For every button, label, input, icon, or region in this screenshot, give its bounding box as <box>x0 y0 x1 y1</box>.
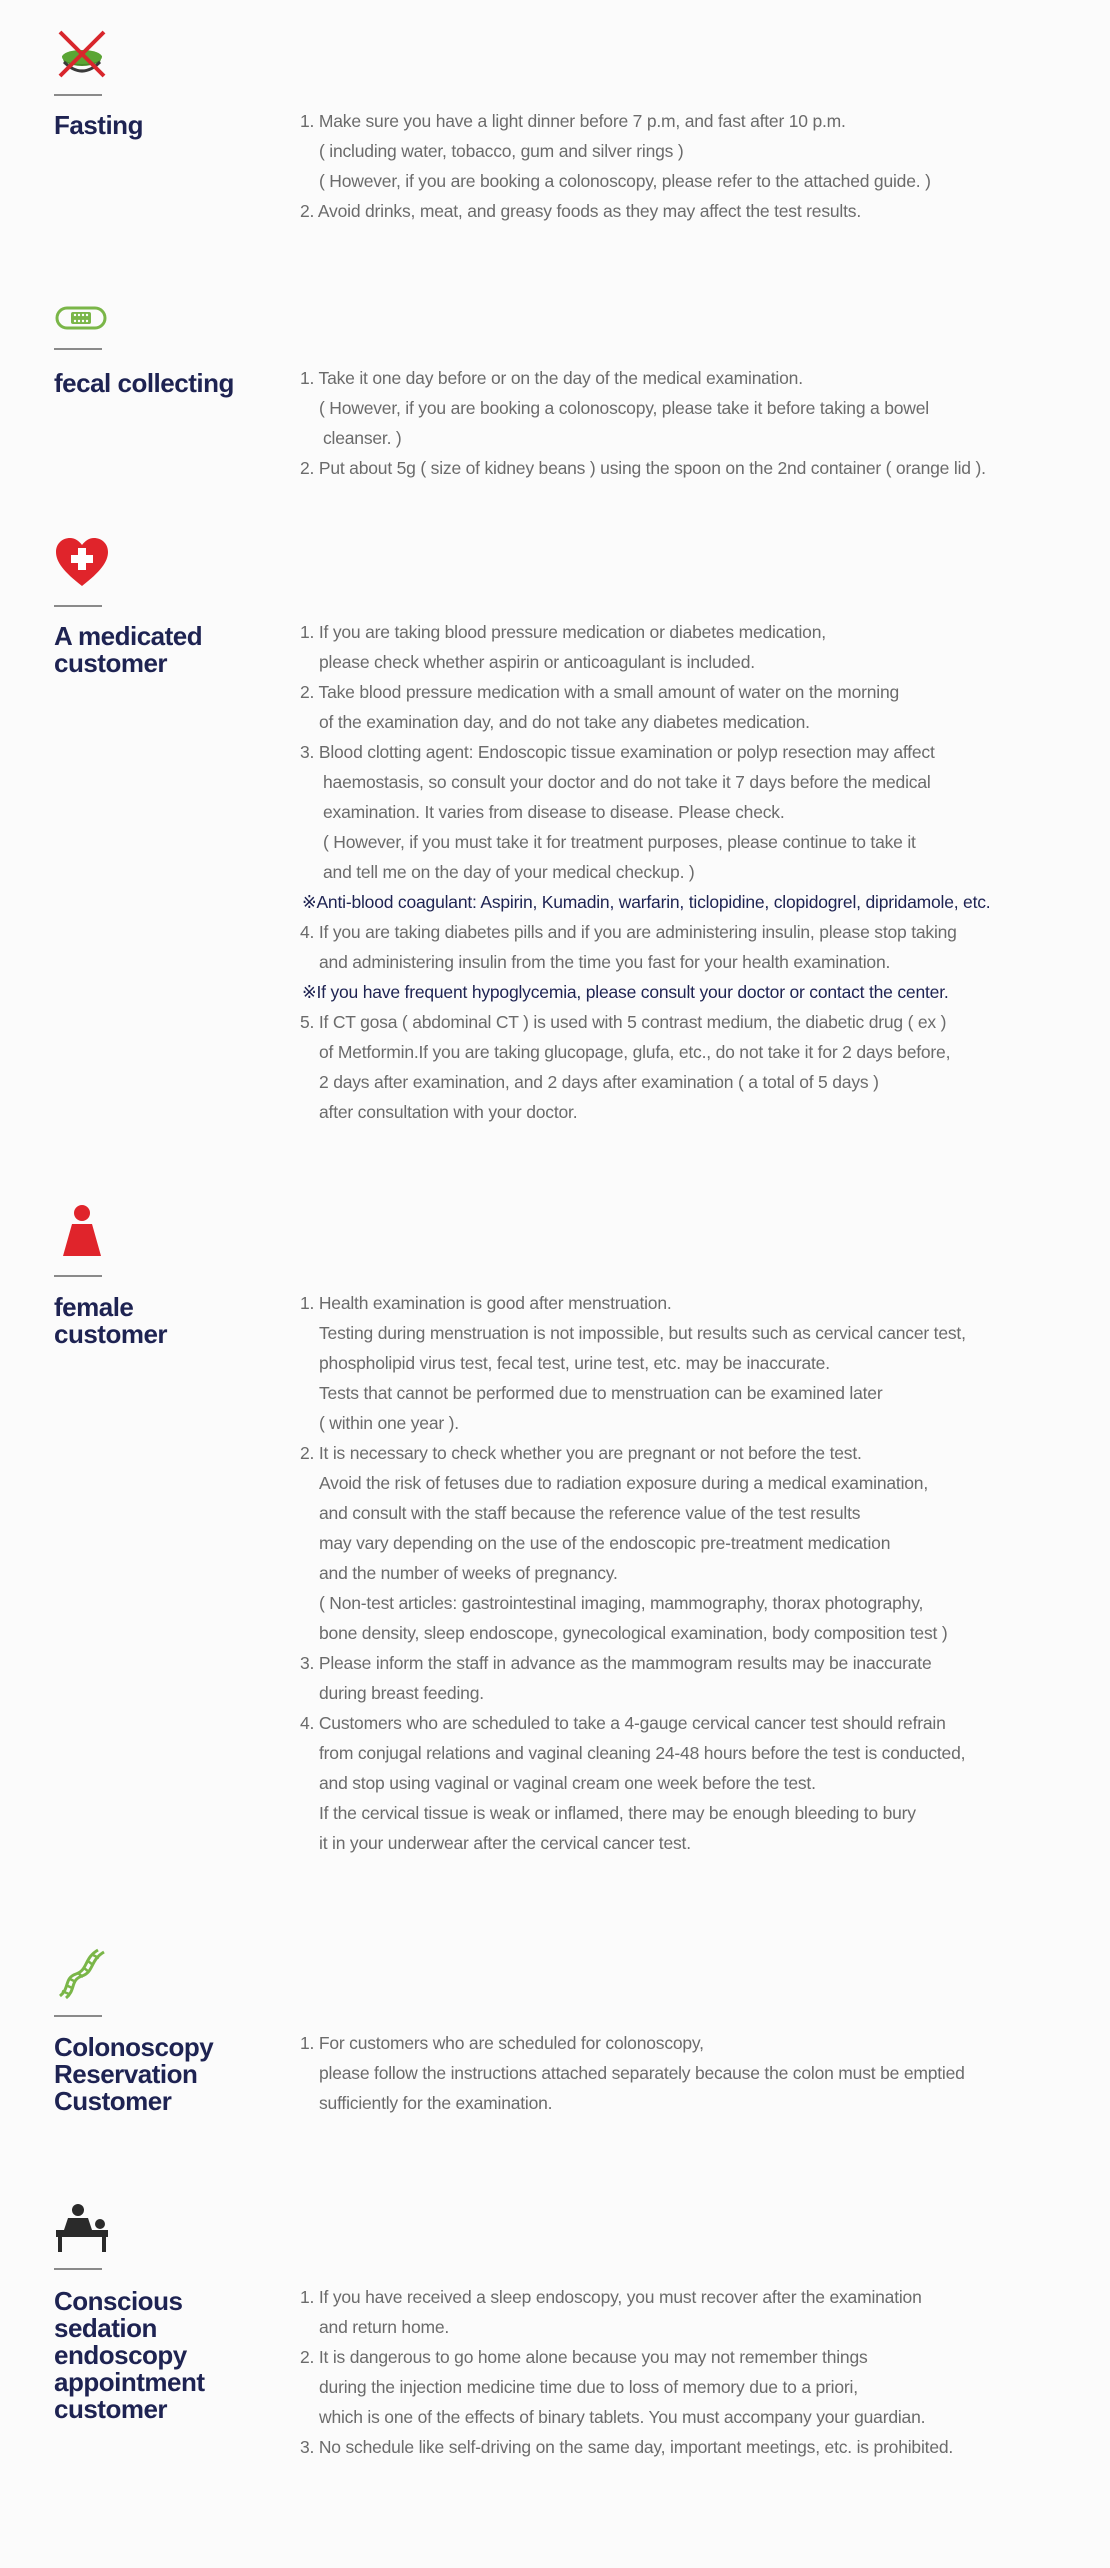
no-food-icon <box>54 26 110 82</box>
instruction-line: 1. For customers who are scheduled for colonoscopy, <box>300 2033 704 2053</box>
instruction-line: during breast feeding. <box>319 1683 484 1703</box>
instruction-line: haemostasis, so consult your doctor and do not take it 7 days before the medical <box>323 772 931 792</box>
instruction-line: ( Non-test articles: gastrointestinal imaging, mammography, thorax photography, <box>319 1593 924 1613</box>
section-rule <box>54 2015 102 2017</box>
instruction-line: 5. If CT gosa ( abdominal CT ) is used with 5 contrast medium, the diabetic drug ( ex ) <box>300 1012 947 1032</box>
instruction-line: 1. Health examination is good after menstruation. <box>300 1293 672 1313</box>
instruction-line: may vary depending on the use of the endoscopic pre-treatment medication <box>319 1533 891 1553</box>
instruction-line: and tell me on the day of your medical checkup. ) <box>323 862 695 882</box>
dna-icon <box>54 1944 110 2000</box>
female-icon <box>54 1204 110 1260</box>
instruction-line: ( including water, tobacco, gum and silver rings ) <box>319 141 684 161</box>
section-rule <box>54 348 102 350</box>
instruction-line: 2. It is necessary to check whether you are pregnant or not before the test. <box>300 1443 862 1463</box>
instruction-line: ( However, if you are booking a colonoscopy, please take it before taking a bowel <box>319 398 929 418</box>
instruction-list <box>300 106 1090 226</box>
instruction-line: and the number of weeks of pregnancy. <box>319 1563 618 1583</box>
instruction-line: please check whether aspirin or anticoagulant is included. <box>319 652 755 672</box>
section-heading: female customer <box>54 1292 168 1349</box>
section-heading: Colonoscopy Reservation Customer <box>54 2032 214 2116</box>
instruction-line: 3. No schedule like self-driving on the same day, important meetings, etc. is prohibited. <box>300 2437 954 2457</box>
instruction-list <box>300 1288 1090 1858</box>
medical-heart-icon <box>54 536 110 588</box>
instruction-line: 3. Please inform the staff in advance as the mammogram results may be inaccurate <box>300 1653 932 1673</box>
instruction-line: and consult with the staff because the reference value of the test results <box>319 1503 861 1523</box>
instruction-line: If the cervical tissue is weak or inflamed, there may be enough bleeding to bury <box>319 1803 916 1823</box>
instruction-line: ( However, if you are booking a colonoscopy, please refer to the attached guide. ) <box>319 171 931 191</box>
instruction-line: bone density, sleep endoscope, gynecological examination, body composition test ) <box>319 1623 948 1643</box>
instruction-line: 2. It is dangerous to go home alone because you may not remember things <box>300 2347 868 2367</box>
instruction-list <box>300 617 1090 1127</box>
instruction-line: Avoid the risk of fetuses due to radiation exposure during a medical examination, <box>319 1473 928 1493</box>
fecal-kit-icon <box>54 302 110 334</box>
instruction-line: during the injection medicine time due to loss of memory due to a priori, <box>319 2377 858 2397</box>
instruction-line: examination. It varies from disease to disease. Please check. <box>323 802 785 822</box>
instruction-line: of Metformin.If you are taking glucopage, glufa, etc., do not take it for 2 days before, <box>319 1042 951 1062</box>
instruction-line: 1. Take it one day before or on the day of the medical examination. <box>300 368 803 388</box>
instruction-line: which is one of the effects of binary tablets. You must accompany your guardian. <box>319 2407 926 2427</box>
instruction-line: 1. Make sure you have a light dinner before 7 p.m, and fast after 10 p.m. <box>300 111 846 131</box>
instruction-line: Testing during menstruation is not impossible, but results such as cervical cancer test, <box>319 1323 966 1343</box>
instruction-line: cleanser. ) <box>323 428 402 448</box>
instruction-note: ※If you have frequent hypoglycemia, please consult your doctor or contact the center. <box>302 982 949 1002</box>
section-rule <box>54 605 102 607</box>
instruction-list <box>300 2282 1090 2462</box>
section-heading: fecal collecting <box>54 368 234 398</box>
patient-bed-icon <box>54 2202 110 2254</box>
instruction-line: ( within one year ). <box>319 1413 459 1433</box>
section-rule <box>54 1275 102 1277</box>
instruction-line: 2. Put about 5g ( size of kidney beans ) using the spoon on the 2nd container ( orange lid ). <box>300 458 986 478</box>
section-heading: Fasting <box>54 110 143 140</box>
instruction-line: 4. If you are taking diabetes pills and if you are administering insulin, please stop taking <box>300 922 957 942</box>
instruction-line: of the examination day, and do not take any diabetes medication. <box>319 712 810 732</box>
instruction-line: it in your underwear after the cervical cancer test. <box>319 1833 691 1853</box>
instruction-line: and administering insulin from the time you fast for your health examination. <box>319 952 891 972</box>
instruction-line: 1. If you are taking blood pressure medication or diabetes medication, <box>300 622 826 642</box>
instruction-line: please follow the instructions attached separately because the colon must be emptied <box>319 2063 965 2083</box>
instruction-line: after consultation with your doctor. <box>319 1102 578 1122</box>
instruction-line: Tests that cannot be performed due to menstruation can be examined later <box>319 1383 883 1403</box>
instruction-line: ( However, if you must take it for treatment purposes, please continue to take it <box>323 832 916 852</box>
instruction-list <box>300 2028 1090 2118</box>
instruction-line: 2 days after examination, and 2 days after examination ( a total of 5 days ) <box>319 1072 879 1092</box>
section-heading: Conscious sedation endoscopy appointment customer <box>54 2286 205 2424</box>
section-rule <box>54 2268 102 2270</box>
instruction-line: phospholipid virus test, fecal test, urine test, etc. may be inaccurate. <box>319 1353 830 1373</box>
instruction-line: from conjugal relations and vaginal cleaning 24-48 hours before the test is conducted, <box>319 1743 966 1763</box>
instruction-list <box>300 363 1090 483</box>
instruction-line: 1. If you have received a sleep endoscopy, you must recover after the examination <box>300 2287 922 2307</box>
instruction-line: 4. Customers who are scheduled to take a 4-gauge cervical cancer test should refrain <box>300 1713 946 1733</box>
instruction-line: and return home. <box>319 2317 450 2337</box>
section-heading: A medicated customer <box>54 621 203 678</box>
instruction-line: 2. Take blood pressure medication with a small amount of water on the morning <box>300 682 900 702</box>
section-rule <box>54 94 102 96</box>
instruction-line: and stop using vaginal or vaginal cream one week before the test. <box>319 1773 816 1793</box>
instruction-line: 3. Blood clotting agent: Endoscopic tissue examination or polyp resection may affect <box>300 742 935 762</box>
instruction-note: ※Anti-blood coagulant: Aspirin, Kumadin, warfarin, ticlopidine, clopidogrel, dipridamole, etc. <box>302 892 991 912</box>
instruction-line: sufficiently for the examination. <box>319 2093 553 2113</box>
instruction-line: 2. Avoid drinks, meat, and greasy foods as they may affect the test results. <box>300 201 861 221</box>
